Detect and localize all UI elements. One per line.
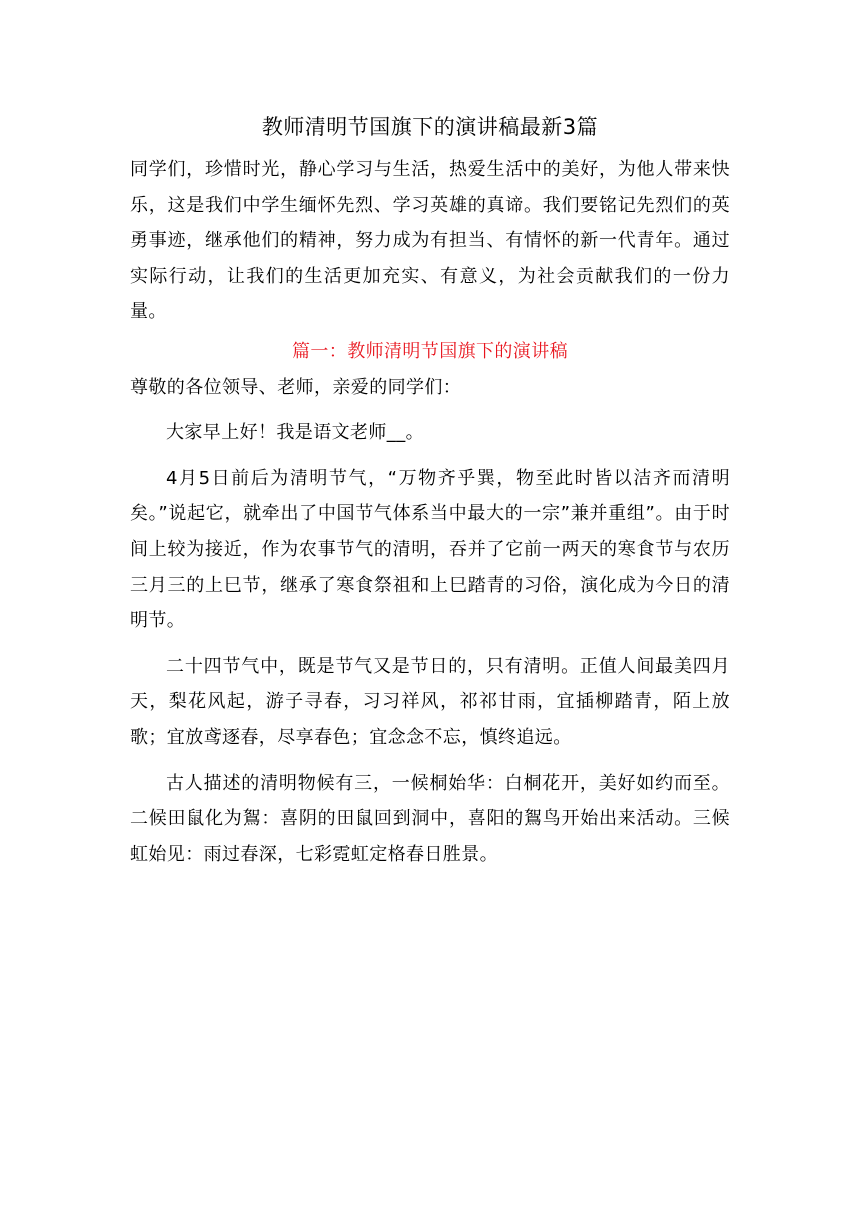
greeting-paragraph: 大家早上好！我是语文老师__。 [166, 422, 424, 444]
body-paragraph-1: 4月5日前后为清明节气，“万物齐乎巽，物至此时皆以洁齐而清明矣。”说起它，就牵出了中国节气体系当中最大的一宗”兼并重组”。由于时间上较为接近，作为农事节气的清明，吞并了它前一两天的寒食节与农历三月三的上巳节，继承了寒食祭祖和上巳踏青的习俗，演化成为今日的清明节。 [130, 467, 730, 632]
document-title: 教师清明节国旗下的演讲稿最新3篇 [261, 115, 599, 139]
body-paragraph-2: 二十四节气中，既是节气又是节日的，只有清明。正值人间最美四月天，梨花风起，游子寻春，习习祥风，祁祁甘雨，宜插柳踏青，陌上放歌；宜放鸢逐春，尽享春色；宜念念不忘，慎终追远。 [130, 655, 730, 748]
section-heading: 篇一：教师清明节国旗下的演讲稿 [292, 340, 568, 362]
body-paragraph-3: 古人描述的清明物候有三，一候桐始华：白桐花开，美好如约而至。二候田鼠化为鴽：喜阴的田鼠回到洞中，喜阳的鴽鸟开始出来活动。三候虹始见：雨过春深，七彩霓虹定格春日胜景。 [130, 772, 730, 865]
salutation: 尊敬的各位领导、老师，亲爱的同学们： [130, 376, 462, 398]
intro-paragraph: 同学们，珍惜时光，静心学习与生活，热爱生活中的美好，为他人带来快乐，这是我们中学生缅怀先烈、学习英雄的真谛。我们要铭记先烈们的英勇事迹，继承他们的精神，努力成为有担当、有情怀的新一代青年。通过实际行动，让我们的生活更加充实、有意义，为社会贡献我们的一份力量。 [130, 159, 730, 323]
